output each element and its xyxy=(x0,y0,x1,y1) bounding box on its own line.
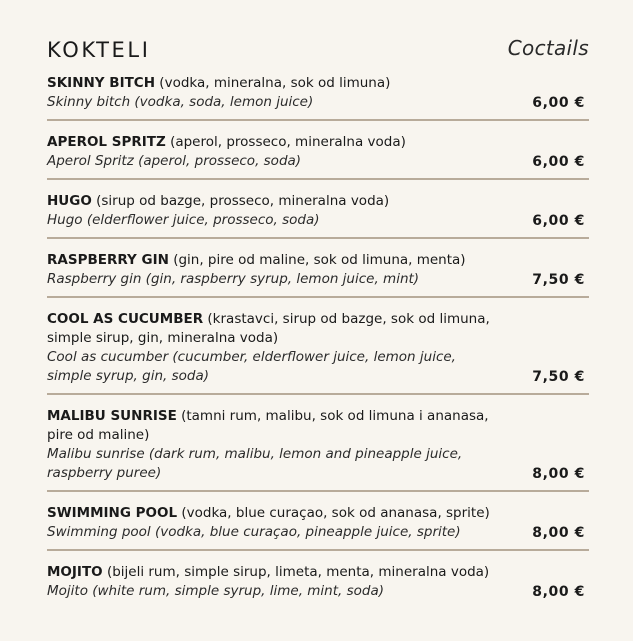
item-name: MALIBU SUNRISE xyxy=(47,408,177,424)
list-item xyxy=(47,131,589,180)
item-title xyxy=(47,563,589,582)
item-name: HUGO xyxy=(47,193,92,209)
list-item xyxy=(47,249,589,298)
item-ingredients: (aperol, prosseco, mineralna voda) xyxy=(165,134,406,150)
item-ingredients: (vodka, blue curaçao, sok od ananasa, sprite) xyxy=(177,505,490,521)
item-name: RASPBERRY GIN xyxy=(47,252,169,268)
item-ingredients: (tamni rum, malibu, sok od limuna i ananasa, pire od maline) xyxy=(47,408,489,443)
item-ingredients: (sirup od bazge, prosseco, mineralna voda) xyxy=(91,193,390,209)
item-price: 7,50 € xyxy=(532,369,585,385)
item-title xyxy=(47,310,589,348)
item-ingredients: (vodka, mineralna, sok od limuna) xyxy=(155,75,391,91)
list-item xyxy=(47,405,589,492)
menu-title: KOKTELI xyxy=(47,38,151,62)
item-name: COOL AS CUCUMBER xyxy=(47,311,204,327)
item-name: MOJITO xyxy=(47,564,103,580)
item-ingredients: (bijeli rum, simple sirup, limeta, menta, mineralna voda) xyxy=(102,564,490,580)
item-name: SWIMMING POOL xyxy=(47,505,178,521)
item-title xyxy=(47,74,589,93)
item-price: 6,00 € xyxy=(532,154,585,170)
item-description: Skinny bitch (vodka, soda, lemon juice) xyxy=(47,94,314,110)
menu-header xyxy=(47,34,589,70)
list-item xyxy=(47,502,589,551)
list-item xyxy=(47,72,589,121)
item-description: Raspberry gin (gin, raspberry syrup, lemon juice, mint) xyxy=(47,271,420,287)
item-price: 8,00 € xyxy=(532,584,585,600)
item-price: 8,00 € xyxy=(532,525,585,541)
item-description: Swimming pool (vodka, blue curaçao, pineapple juice, sprite) xyxy=(47,524,461,540)
item-ingredients: (gin, pire od maline, sok od limuna, menta) xyxy=(168,252,466,268)
item-description: Aperol Spritz (aperol, prosseco, soda) xyxy=(47,153,302,169)
item-name: SKINNY BITCH xyxy=(47,75,156,91)
item-description: Hugo (elderflower juice, prosseco, soda) xyxy=(47,212,320,228)
list-item xyxy=(47,308,589,395)
cocktail-list xyxy=(47,72,589,618)
item-name: APEROL SPRITZ xyxy=(47,134,166,150)
menu-subtitle: Coctails xyxy=(507,36,589,60)
item-title xyxy=(47,504,589,523)
item-title xyxy=(47,407,589,445)
item-price: 6,00 € xyxy=(532,95,585,111)
item-description: Malibu sunrise (dark rum, malibu, lemon and pineapple juice, raspberry puree) xyxy=(47,446,463,481)
item-title xyxy=(47,251,589,270)
item-ingredients: (krastavci, sirup od bazge, sok od limuna, simple sirup, gin, mineralna voda) xyxy=(47,311,490,346)
item-price: 6,00 € xyxy=(532,213,585,229)
item-price: 7,50 € xyxy=(532,272,585,288)
item-price: 8,00 € xyxy=(532,466,585,482)
list-item xyxy=(47,190,589,239)
item-description: Mojito (white rum, simple syrup, lime, mint, soda) xyxy=(47,583,385,599)
item-title xyxy=(47,192,589,211)
item-title xyxy=(47,133,589,152)
list-item xyxy=(47,561,589,608)
item-description: Cool as cucumber (cucumber, elderflower juice, lemon juice, simple syrup, gin, soda) xyxy=(47,349,456,384)
